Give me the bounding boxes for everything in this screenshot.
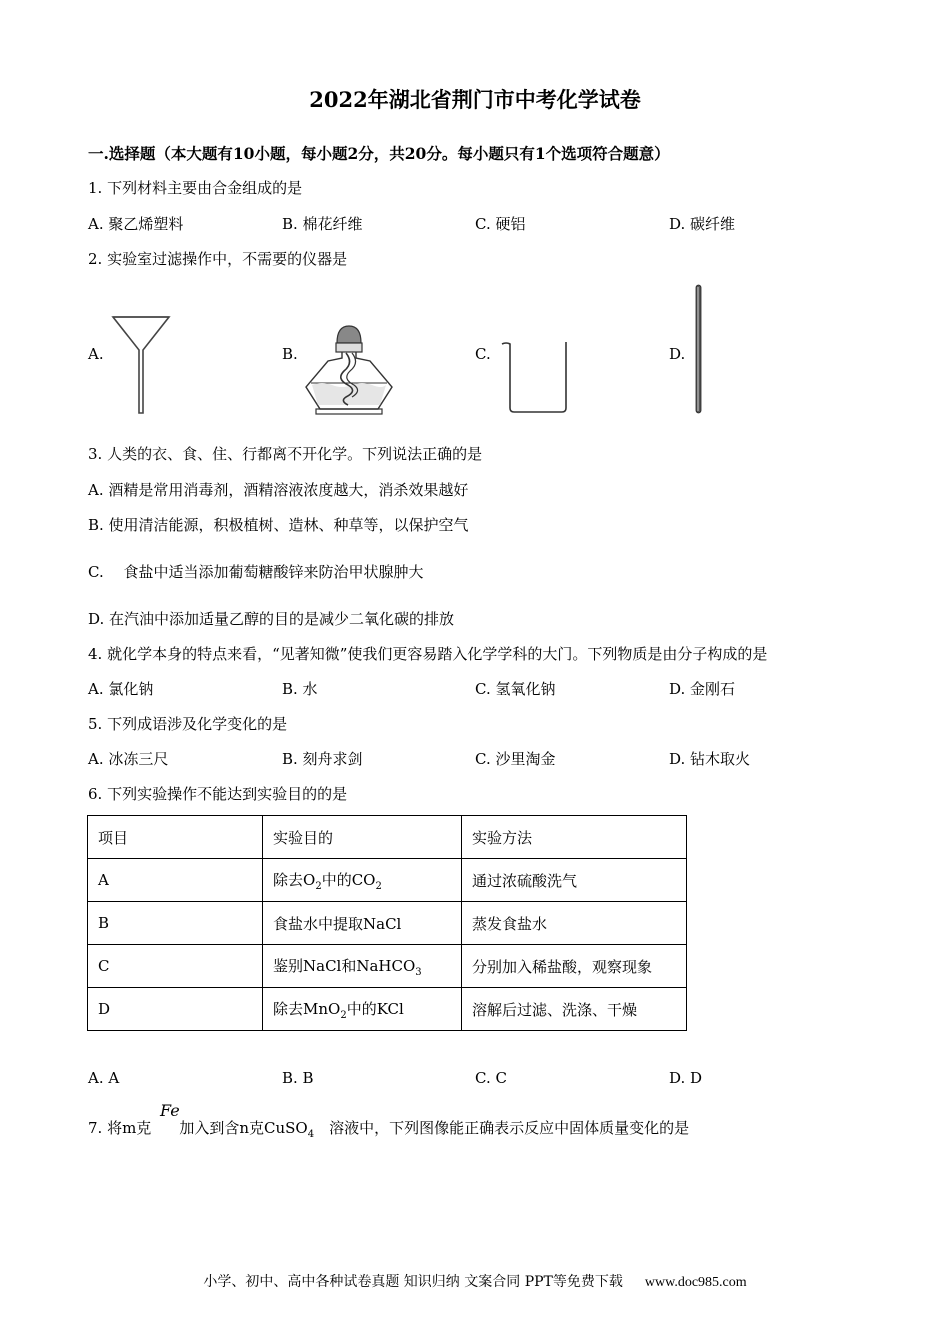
table-cell-item: D bbox=[88, 988, 263, 1031]
question-1-option-c[interactable]: C. 硬铝 bbox=[475, 215, 526, 233]
table-cell-goal: 除去MnO$_2$中的KCl bbox=[263, 988, 462, 1031]
iron-formula: Fe bbox=[160, 1101, 180, 1120]
question-5-option-d[interactable]: D. 钻木取火 bbox=[669, 750, 751, 768]
question-4-option-a[interactable]: A. 氯化钠 bbox=[88, 680, 154, 698]
question-3-option-b[interactable]: B. 使用清洁能源，积极植树、造林、种草等，以保护空气 bbox=[88, 516, 469, 534]
table-header-method: 实验方法 bbox=[462, 816, 687, 859]
table-cell-method: 溶解后过滤、洗涤、干燥 bbox=[462, 988, 687, 1031]
question-4-stem: 4. 就化学本身的特点来看，“见著知微”使我们更容易踏入化学学科的大门。下列物质是由分子构成的是 bbox=[88, 645, 768, 663]
table-header-row bbox=[88, 816, 687, 859]
question-5-option-b[interactable]: B. 刻舟求剑 bbox=[282, 750, 363, 768]
footer-text: 小学、初中、高中各种试卷真题 知识归纳 文案合同 PPT等免费下载 bbox=[203, 1274, 623, 1290]
table-cell-method: 蒸发食盐水 bbox=[462, 902, 687, 945]
table-cell-goal: 除去$O_2$中的$CO_2$ bbox=[263, 859, 462, 902]
table-cell-item: C bbox=[88, 945, 263, 988]
question-4-option-b[interactable]: B. 水 bbox=[282, 680, 318, 698]
table-row bbox=[88, 945, 687, 988]
table-header-item: 项目 bbox=[88, 816, 263, 859]
beaker-icon bbox=[498, 338, 572, 416]
question-6-option-a[interactable]: A. A bbox=[88, 1069, 120, 1087]
question-2-option-a[interactable]: A. bbox=[88, 345, 104, 363]
question-5-option-c[interactable]: C. 沙里淘金 bbox=[475, 750, 556, 768]
footer-link[interactable]: www.doc985.com bbox=[644, 1275, 747, 1290]
question-3-option-a[interactable]: A. 酒精是常用消毒剂，酒精溶液浓度越大，消杀效果越好 bbox=[88, 481, 469, 499]
page-title: 2022年湖北省荆门市中考化学试卷 bbox=[309, 87, 641, 112]
question-3-stem: 3. 人类的衣、食、住、行都离不开化学。下列说法正确的是 bbox=[88, 445, 483, 463]
question-1-option-b[interactable]: B. 棉花纤维 bbox=[282, 215, 363, 233]
question-6-stem: 6. 下列实验操作不能达到实验目的的是 bbox=[88, 785, 348, 803]
experiment-table bbox=[87, 815, 687, 1031]
question-2-option-d[interactable]: D. bbox=[669, 345, 686, 363]
question-5-stem: 5. 下列成语涉及化学变化的是 bbox=[88, 715, 288, 733]
question-2-stem: 2. 实验室过滤操作中，不需要的仪器是 bbox=[88, 250, 348, 268]
question-1-stem: 1. 下列材料主要由合金组成的是 bbox=[88, 179, 303, 197]
question-3-option-c[interactable]: C. 食盐中适当添加葡萄糖酸锌来防治甲状腺肿大 bbox=[88, 563, 424, 581]
question-7-stem: 7. 将m克 加入到含n克CuSO$_4$ 溶液中，下列图像能正确表示反应中固体质量变化的是 bbox=[88, 1119, 690, 1140]
table-cell-goal: 食盐水中提取NaCl bbox=[263, 902, 462, 945]
question-2-option-b[interactable]: B. bbox=[282, 345, 298, 363]
question-6-option-d[interactable]: D. D bbox=[669, 1069, 703, 1087]
table-cell-method: 分别加入稀盐酸，观察现象 bbox=[462, 945, 687, 988]
table-cell-item: A bbox=[88, 859, 263, 902]
question-2-option-c[interactable]: C. bbox=[475, 345, 491, 363]
question-4-option-c[interactable]: C. 氢氧化钠 bbox=[475, 680, 556, 698]
table-header-goal: 实验目的 bbox=[263, 816, 462, 859]
question-1-option-d[interactable]: D. 碳纤维 bbox=[669, 215, 736, 233]
alcohol-lamp-icon bbox=[302, 323, 396, 417]
table-cell-item: B bbox=[88, 902, 263, 945]
section-heading: 一.选择题（本大题有10小题，每小题2分，共20分。每小题只有1个选项符合题意） bbox=[88, 144, 670, 163]
table-row bbox=[88, 988, 687, 1031]
table-cell-method: 通过浓硫酸洗气 bbox=[462, 859, 687, 902]
funnel-icon bbox=[110, 314, 172, 416]
glass-rod-icon bbox=[694, 284, 704, 415]
table-cell-goal: 鉴别NaCl和NaHCO$_3$ bbox=[263, 945, 462, 988]
table-row bbox=[88, 902, 687, 945]
question-6-option-c[interactable]: C. C bbox=[475, 1069, 507, 1087]
question-4-option-d[interactable]: D. 金刚石 bbox=[669, 680, 736, 698]
question-5-option-a[interactable]: A. 冰冻三尺 bbox=[88, 750, 169, 768]
table-row bbox=[88, 859, 687, 902]
question-3-option-d[interactable]: D. 在汽油中添加适量乙醇的目的是减少二氧化碳的排放 bbox=[88, 610, 455, 628]
page-footer bbox=[0, 1271, 950, 1291]
question-1-option-a[interactable]: A. 聚乙烯塑料 bbox=[88, 215, 184, 233]
question-6-option-b[interactable]: B. B bbox=[282, 1069, 314, 1087]
